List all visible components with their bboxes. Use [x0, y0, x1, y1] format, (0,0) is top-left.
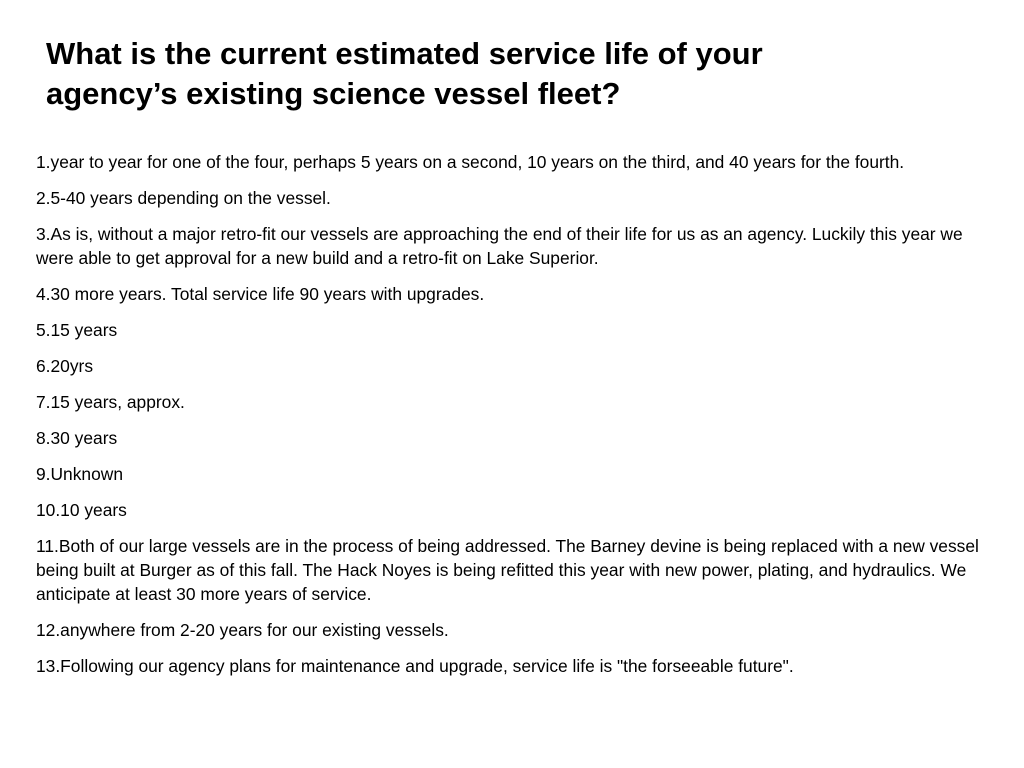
slide-title-line-1: What is the current estimated service life of your	[46, 36, 763, 71]
answer-item: 11.Both of our large vessels are in the process of being addressed. The Barney devine is being replaced with a new vessel being built at Burger as of this fall. The Hack Noyes is being refitted this year with new power, plating, and hydraulics. We anticipate at least 30 more years of service.	[36, 536, 979, 604]
answer-item: 4.30 more years. Total service life 90 years with upgrades.	[36, 284, 485, 304]
answer-list	[36, 150, 986, 690]
answer-item: 2.5-40 years depending on the vessel.	[36, 188, 331, 208]
answer-item: 8.30 years	[36, 428, 118, 448]
answer-item: 9.Unknown	[36, 464, 124, 484]
answer-item: 13.Following our agency plans for maintenance and upgrade, service life is "the forseeable future".	[36, 656, 794, 676]
answer-item: 3.As is, without a major retro-fit our vessels are approaching the end of their life for us as an agency. Luckily this year we were able to get approval for a new build and a retro-fit on Lake Superior.	[36, 224, 963, 268]
answer-item: 1.year to year for one of the four, perhaps 5 years on a second, 10 years on the third, and 40 years for the fourth.	[36, 152, 905, 172]
slide-title	[46, 34, 986, 114]
answer-item: 6.20yrs	[36, 356, 94, 376]
answer-item: 7.15 years, approx.	[36, 392, 185, 412]
answer-item: 5.15 years	[36, 320, 118, 340]
slide-title-line-2: agency’s existing science vessel fleet?	[46, 76, 621, 111]
answer-item: 10.10 years	[36, 500, 127, 520]
answer-item: 12.anywhere from 2-20 years for our existing vessels.	[36, 620, 449, 640]
